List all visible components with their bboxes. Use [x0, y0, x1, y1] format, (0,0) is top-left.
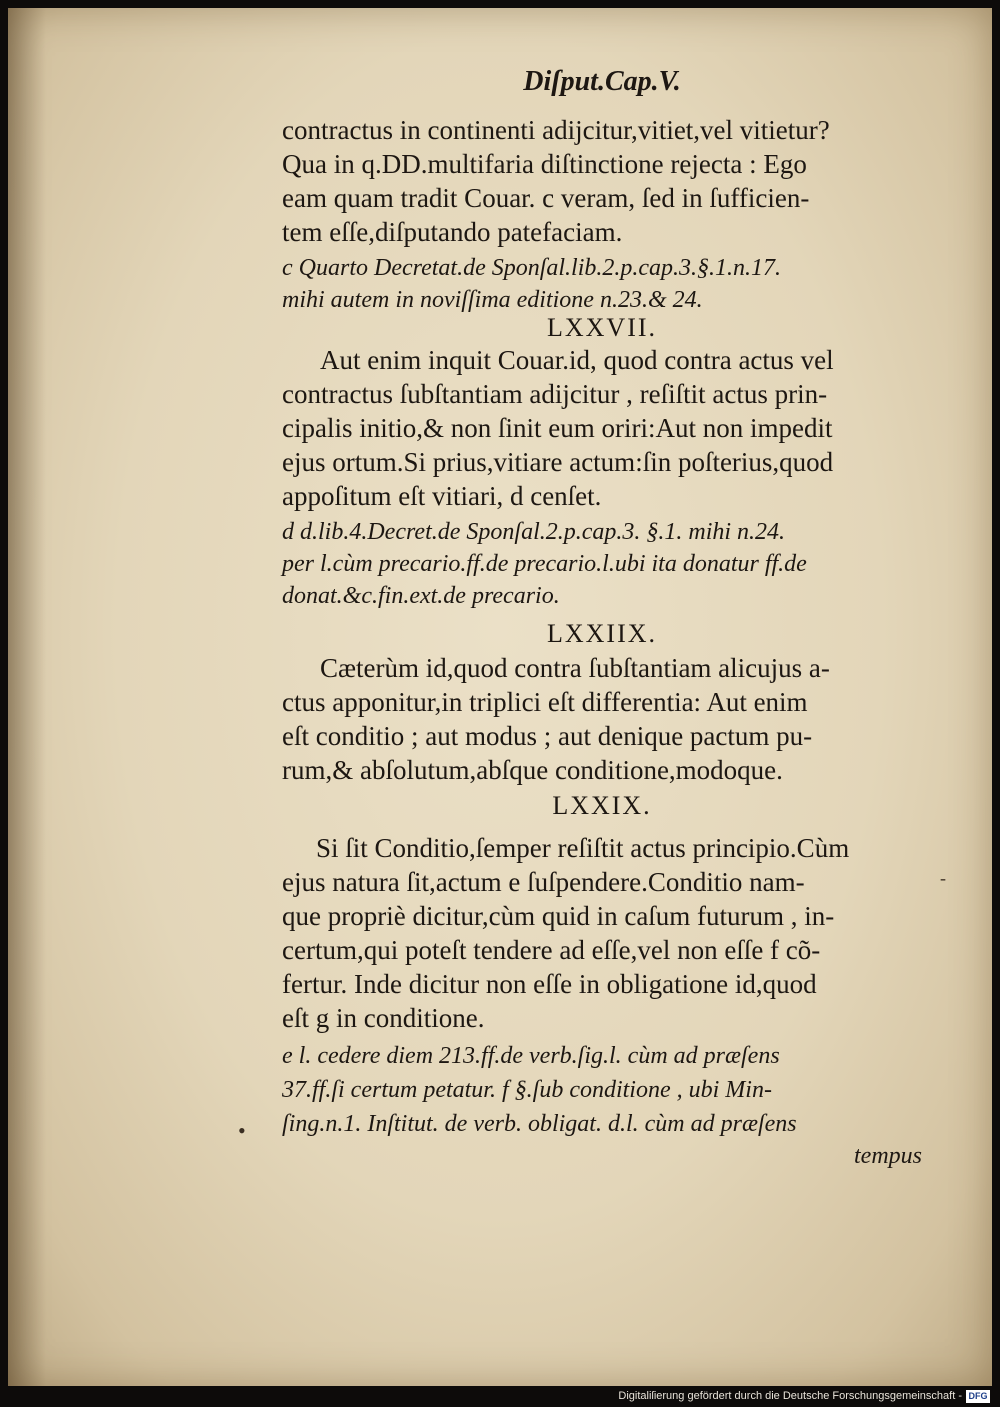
footnote-line: d d.lib.4.Decret.de Sponſal.2.p.cap.3. §.1. mihi n.24. — [282, 519, 786, 545]
text-line: contractus in continenti adijcitur,vitiet,vel vitietur? — [282, 115, 830, 145]
paragraph-line: que propriè dicitur,cùm quid in caſum futurum , in- — [282, 901, 835, 931]
text-line: tem eſſe,diſputando patefaciam. — [282, 217, 623, 247]
footnote-line: donat.&c.fin.ext.de precario. — [282, 583, 560, 609]
paragraph-line: certum,qui poteſt tendere ad eſſe,vel non eſſe f cõ- — [282, 935, 821, 965]
paragraph-line: contractus ſubſtantiam adijcitur , reſiſtit actus prin- — [282, 379, 828, 409]
paragraph-line: Cæterùm id,quod contra ſubſtantiam alicujus a- — [320, 653, 830, 683]
section-heading: LXXIX. — [552, 791, 652, 820]
page-gutter-shadow — [8, 8, 46, 1386]
section-heading: LXXVII. — [546, 313, 658, 342]
text-line: eam quam tradit Couar. c veram, ſed in ſufficien- — [282, 183, 810, 213]
paragraph-line: ejus natura ſit,actum e ſuſpendere.Conditio nam- — [282, 867, 805, 897]
paragraph-line: eſt g in conditione. — [282, 1003, 485, 1033]
text-line: Qua in q.DD.multifaria diſtinctione rejecta : Ego — [282, 149, 807, 179]
paragraph-line: ctus apponitur,in triplici eſt differentia: Aut enim — [282, 687, 808, 717]
paragraph-line: cipalis initio,& non ſinit eum oriri:Aut non impedit — [282, 413, 833, 443]
paragraph-line: fertur. Inde dicitur non eſſe in obligatione id,quod — [282, 969, 817, 999]
footnote-line: per l.cùm precario.ff.de precario.l.ubi ita donatur ff.de — [282, 551, 807, 577]
paragraph-line: Aut enim inquit Couar.id, quod contra actus vel — [320, 345, 834, 375]
footer-credit: Digitaliſierung gefördert durch die Deutsche Forschungsgemeinschaft - — [618, 1390, 962, 1402]
catchword: tempus — [854, 1143, 922, 1169]
running-head: Diſput.Cap.V. — [523, 66, 681, 97]
paragraph-line: rum,& abſolutum,abſque conditione,modoque. — [282, 755, 783, 785]
footnote-line: ſing.n.1. Inſtitut. de verb. obligat. d.l. cùm ad præſens — [282, 1111, 797, 1137]
footnote-line: 37.ff.ſi certum petatur. f §.ſub conditione , ubi Min- — [282, 1077, 772, 1103]
footnote-line: e l. cedere diem 213.ff.de verb.ſig.l. cùm ad præſens — [282, 1043, 780, 1069]
paragraph-line: appoſitum eſt vitiari, d cenſet. — [282, 481, 602, 511]
section-heading: LXXIIX. — [546, 619, 658, 648]
paragraph-line: ejus ortum.Si prius,vitiare actum:ſin poſterius,quod — [282, 447, 834, 477]
paragraph-line: Si ſit Conditio,ſemper reſiſtit actus principio.Cùm — [316, 833, 850, 863]
margin-dash: - — [940, 868, 946, 888]
dfg-logo: DFG — [966, 1390, 990, 1403]
margin-dot: • — [238, 1118, 246, 1143]
footnote-line: c Quarto Decretat.de Sponſal.lib.2.p.cap.3.§.1.n.17. — [282, 255, 782, 281]
paragraph-line: eſt conditio ; aut modus ; aut denique pactum pu- — [282, 721, 813, 751]
footnote-line: mihi autem in noviſſima editione n.23.& 24. — [282, 287, 703, 313]
